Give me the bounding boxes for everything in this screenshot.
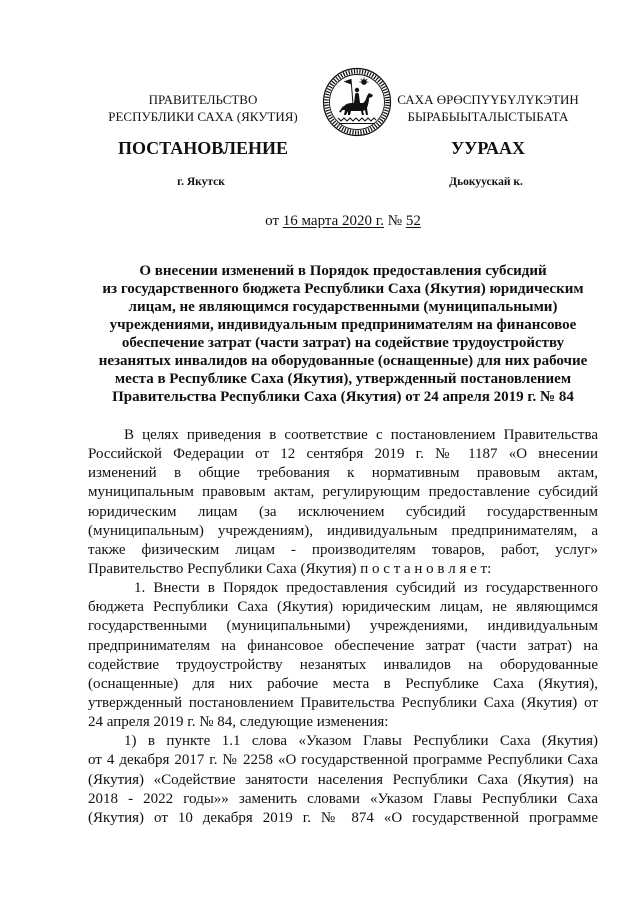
header-ru-line-1: ПРАВИТЕЛЬСТВО — [148, 92, 258, 107]
date-number-line — [88, 212, 598, 231]
body-line: изменений в общие требования к нормативным правовым актам, — [88, 465, 598, 482]
document-title — [88, 262, 598, 406]
header-ru-authority — [103, 91, 303, 125]
header-sakha-line-1: САХА ӨРӨСПҮҮБҮЛҮКЭТИН — [397, 92, 579, 107]
number-sign: № — [387, 213, 403, 229]
body-line: 1. Внести в Порядок предоставления субсидий из государственного — [134, 580, 598, 597]
title-line: О внесении изменений в Порядок предоставления субсидий — [139, 263, 547, 279]
doc-type-ru: ПОСТАНОВЛЕНИЕ — [117, 138, 289, 158]
doc-type-sakha: УУРААХ — [450, 138, 526, 158]
header-sakha-line-2: БЫРАБЫЫТАЛЫСТЫБАТА — [407, 109, 569, 124]
header-sakha-authority — [388, 91, 588, 125]
title-line: места в Республике Саха (Якутия), утвержденный постановлением — [114, 371, 572, 387]
body-line: содействие трудоустройству незанятых инвалидов на оборудованные — [88, 656, 598, 673]
title-line: лицам, не являющимся государственными (муниципальными) — [128, 299, 558, 315]
body-line: 1) в пункте 1.1 слова «Указом Главы Республики Саха (Якутия) — [124, 733, 598, 750]
body-paragraph — [88, 732, 598, 828]
place-sakha: Дьокуускай к. — [449, 176, 523, 188]
body-line: Российской Федерации от 12 сентября 2019 г. № 1187 «О внесении — [88, 446, 598, 463]
body-paragraph — [88, 426, 598, 579]
header-ru-line-2: РЕСПУБЛИКИ САХА (ЯКУТИЯ) — [108, 109, 298, 124]
body-line: юридическим лицам (за исключением субсидий государственным — [88, 503, 598, 520]
body-line: утвержденный постановлением Правительства Республики Саха (Якутия) от — [88, 694, 598, 711]
document-number: 52 — [405, 213, 421, 229]
coat-of-arms-icon — [322, 67, 392, 137]
title-line: из государственного бюджета Республики Саха (Якутия) юридическим — [102, 281, 584, 297]
body-line: также физическим лицам - производителям товаров, работ, услуг» — [88, 541, 598, 558]
title-line: обеспечение затрат (части затрат) на содействие трудоустройству — [121, 335, 565, 351]
body-paragraph — [88, 579, 598, 732]
body-line: муниципальным правовым актам, регулирующим предоставление субсидий — [88, 484, 598, 501]
body-line: от 4 декабря 2017 г. № 2258 «О государственной программе Республики Саха — [88, 752, 598, 769]
document-body — [88, 426, 598, 828]
body-line: В целях приведения в соответствие с постановлением Правительства — [124, 427, 598, 443]
place-ru: г. Якутск — [177, 176, 225, 188]
body-line: (оснащенные) для них рабочие места в Республике Саха (Якутия), — [88, 675, 598, 692]
document-date: 16 марта 2020 г. — [282, 213, 384, 229]
body-line: 2018 - 2022 годы»» заменить словами «Указом Главы Республики Саха — [88, 790, 598, 807]
body-line: (Якутия) «Содействие занятости населения Республики Саха (Якутия) на — [88, 771, 598, 788]
title-line: незанятых инвалидов на оборудованные (оснащенные) для них рабочие — [98, 353, 588, 369]
body-line: предпринимателям на финансовое обеспечение затрат (части затрат) на — [88, 637, 598, 654]
title-line: учреждениями, индивидуальным предпринимателям на финансовое — [109, 317, 577, 333]
body-line: Правительство Республики Саха (Якутия) п о с т а н о в л я е т: — [88, 560, 492, 577]
title-line: Правительства Республики Саха (Якутия) от 24 апреля 2019 г. № 84 — [112, 389, 574, 405]
body-line: государственными (муниципальными) учреждениями, индивидуальным — [88, 618, 598, 635]
date-prefix: от — [265, 213, 280, 229]
body-line: бюджета Республики Саха (Якутия) юридическим лицам, не являющимся — [88, 599, 598, 616]
body-line: (Якутия) от 10 декабря 2019 г. № 874 «О государственной программе — [88, 809, 598, 826]
body-line: 24 апреля 2019 г. № 84, следующие изменения: — [88, 714, 389, 731]
body-line: (муниципальным) учреждениям), индивидуальным предпринимателям, а — [88, 522, 598, 539]
